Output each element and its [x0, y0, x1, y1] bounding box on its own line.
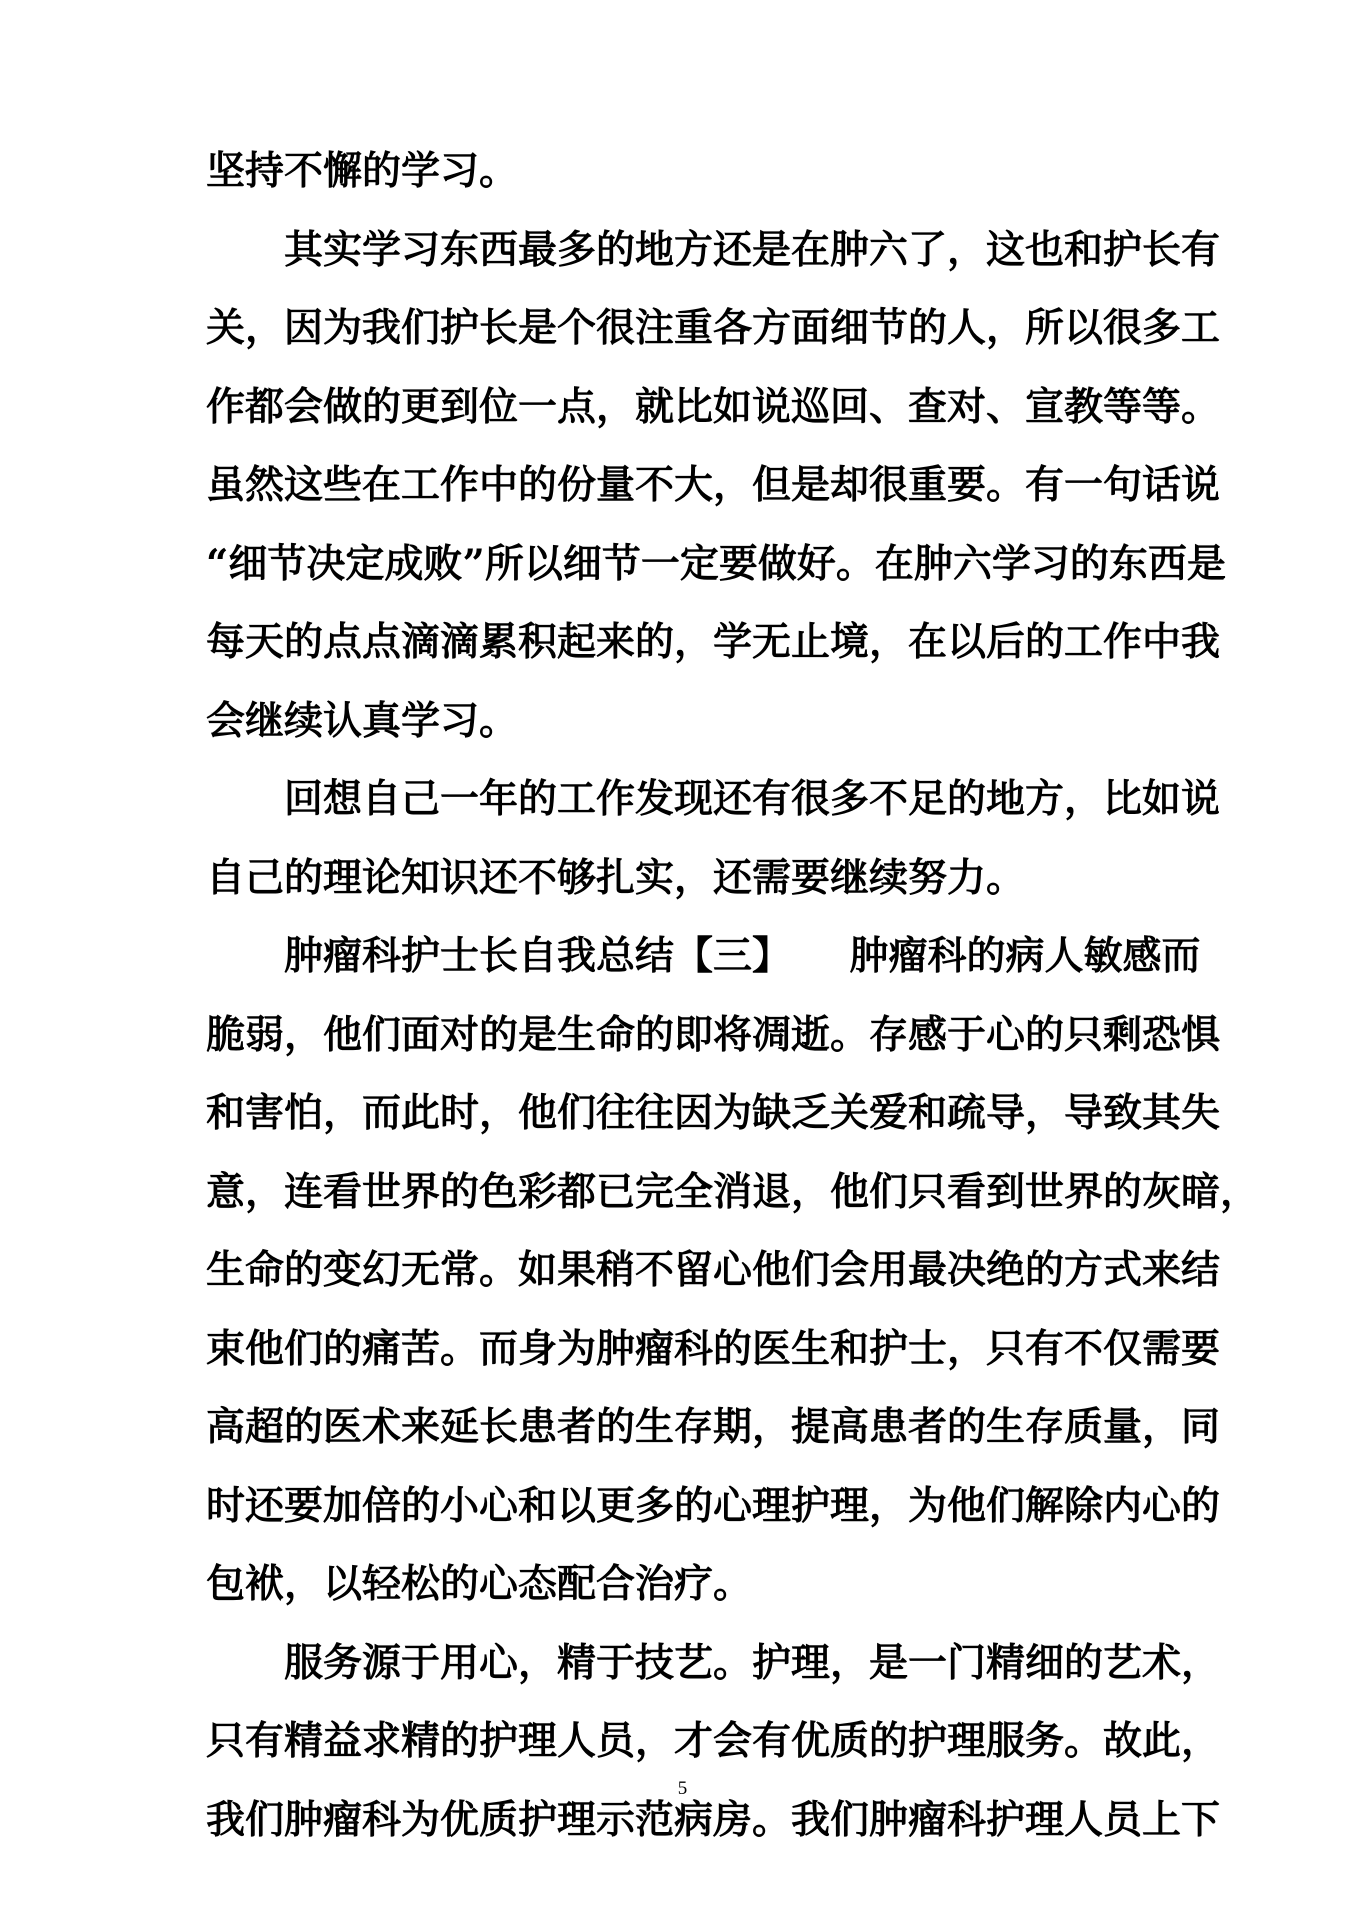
- text-line: 回想自己一年的工作发现还有很多不足的地方，比如说: [284, 776, 1221, 822]
- page-number: 5: [677, 1778, 688, 1799]
- text-line: 自己的理论知识还不够扎实，还需要继续努力。: [206, 854, 1026, 901]
- text-line: 虽然这些在工作中的份量不大，但是却很重要。有一句话说: [206, 462, 1221, 508]
- text-line: 服务源于用心，精于技艺。护理，是一门精细的艺术，: [284, 1639, 1221, 1686]
- text-line: 每天的点点滴滴累积起来的，学无止境，在以后的工作中我: [206, 619, 1221, 665]
- text-line: 作都会做的更到位一点，就比如说巡回、查对、宣教等等。: [206, 383, 1221, 430]
- text-line: “细节决定成败”所以细节一定要做好。在肿六学习的东西是: [206, 540, 1226, 587]
- text-line: 会继续认真学习。: [206, 697, 519, 744]
- text-line: 意，连看世界的色彩都已完全消退，他们只看到世界的灰暗，: [206, 1168, 1260, 1215]
- text-line: 其实学习东西最多的地方还是在肿六了，这也和护长有: [284, 226, 1221, 273]
- text-line: 脆弱，他们面对的是生命的即将凋逝。存感于心的只剩恐惧: [206, 1011, 1221, 1058]
- text-line: 高超的医术来延长患者的生存期，提高患者的生存质量，同: [206, 1404, 1221, 1450]
- text-line: 坚持不懈的学习。: [206, 148, 519, 194]
- text-line: 时还要加倍的小心和以更多的心理护理，为他们解除内心的: [206, 1482, 1221, 1529]
- text-line: 束他们的痛苦。而身为肿瘤科的医生和护士，只有不仅需要: [206, 1325, 1221, 1372]
- text-line: 包袱，以轻松的心态配合治疗。: [206, 1561, 753, 1607]
- text-line: 肿瘤科护士长自我总结【三】 肿瘤科的病人敏感而: [284, 933, 1201, 979]
- text-line: 我们肿瘤科为优质护理示范病房。我们肿瘤科护理人员上下: [206, 1796, 1221, 1843]
- text-line: 只有精益求精的护理人员，才会有优质的护理服务。故此，: [206, 1718, 1221, 1764]
- body-text: [206, 132, 1260, 1859]
- text-line: 生命的变幻无常。如果稍不留心他们会用最决绝的方式来结: [206, 1247, 1221, 1293]
- text-line: 关，因为我们护长是个很注重各方面细节的人，所以很多工: [206, 305, 1221, 351]
- text-line: 和害怕，而此时，他们往往因为缺乏关爱和疏导，导致其失: [206, 1090, 1221, 1136]
